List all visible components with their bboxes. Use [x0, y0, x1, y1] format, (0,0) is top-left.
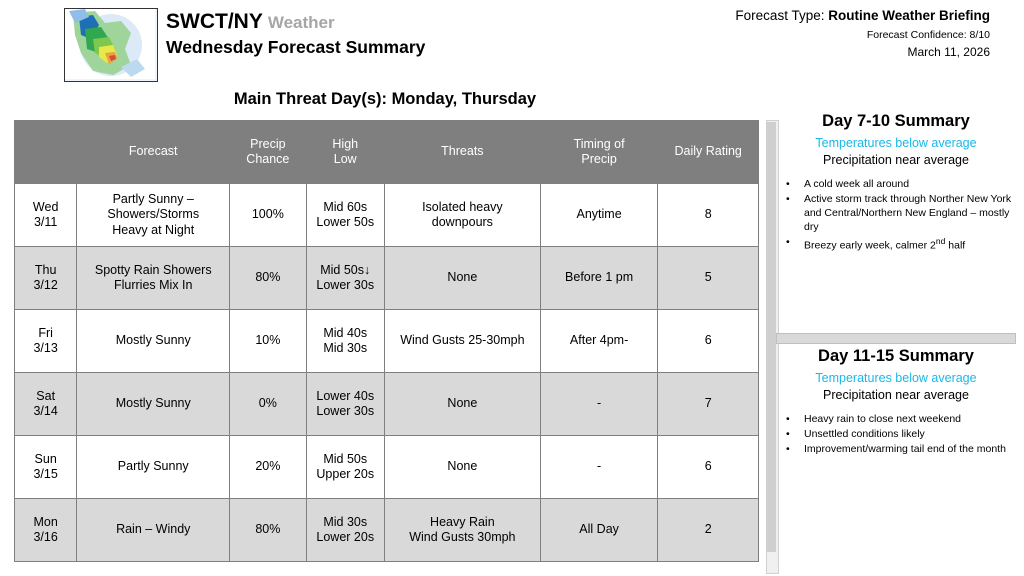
table-row: [15, 499, 759, 562]
forecast-line: Heavy at Night: [112, 222, 195, 237]
page-subtitle: Wednesday Forecast Summary: [166, 37, 426, 57]
cell-timing: -: [540, 373, 658, 436]
table-header-row: [15, 121, 759, 184]
cell-precip: 0%: [230, 373, 306, 436]
cell-day-name: Thu: [34, 262, 57, 277]
forecast-line: Rain – Windy: [116, 522, 191, 537]
cell-forecast: [77, 373, 230, 436]
forecast-line: Mostly Sunny: [115, 333, 191, 348]
cell-highlow: [306, 247, 384, 310]
cell-rating: 7: [658, 373, 759, 436]
cell-low: Upper 20s: [316, 467, 375, 481]
cell-day: [15, 184, 77, 247]
bullet-text-post: half: [945, 239, 966, 252]
col-header-timing-l2: Precip: [581, 152, 617, 166]
cell-highlow: [306, 373, 384, 436]
day-7-10-title: Day 7-10 Summary: [822, 112, 970, 130]
threat-line: Wind Gusts 30mph: [409, 530, 516, 544]
cell-rating: 8: [658, 184, 759, 247]
forecast-type-value: Routine Weather Briefing: [828, 8, 990, 23]
threat-line: None: [447, 270, 478, 285]
cell-highlow: [306, 310, 384, 373]
forecast-line: Spotty Rain Showers: [94, 262, 212, 277]
cell-threats: [384, 373, 540, 436]
cell-forecast: [77, 247, 230, 310]
day-7-10-panel: [776, 112, 1016, 254]
cell-high: Lower 40s: [316, 388, 375, 403]
forecast-line: Partly Sunny: [117, 459, 189, 474]
col-header-low: Low: [333, 152, 357, 166]
table-row: [15, 310, 759, 373]
threat-line: None: [447, 396, 478, 411]
col-header-precip-l1: Precip: [250, 136, 286, 151]
cell-high: Mid 60s: [323, 199, 368, 214]
day-7-10-temp-line: Temperatures below average: [815, 136, 977, 150]
threat-line: Isolated heavy: [422, 199, 503, 214]
vertical-scrollbar-thumb[interactable]: [767, 122, 776, 552]
bullet-text-sup: nd: [935, 235, 946, 246]
col-header-precip-l2: Chance: [246, 152, 290, 166]
cell-day-name: Sun: [34, 451, 57, 466]
forecast-confidence: Forecast Confidence: 8/10: [866, 29, 990, 41]
threat-line: None: [447, 459, 478, 474]
forecast-line: Partly Sunny –: [112, 192, 194, 207]
threat-line: Wind Gusts 25-30mph: [400, 333, 525, 348]
logo: [64, 8, 158, 82]
brand-main: SWCT/NY: [166, 10, 263, 33]
cell-day-name: Sat: [36, 388, 56, 403]
forecast-type-label: Forecast Type:: [735, 8, 825, 23]
cell-forecast: [77, 310, 230, 373]
cell-rating: 6: [658, 436, 759, 499]
cell-timing: -: [540, 436, 658, 499]
cell-precip: 10%: [230, 310, 306, 373]
table-row: [15, 373, 759, 436]
col-header-timing-l1: Timing of: [573, 136, 625, 151]
day-11-15-bullets: [776, 413, 1016, 457]
cell-day-name: Wed: [32, 199, 59, 214]
cell-forecast: [77, 436, 230, 499]
col-header-forecast: Forecast: [77, 121, 230, 184]
cell-precip: 80%: [230, 499, 306, 562]
list-item: • Heavy rain to close next weekend: [784, 413, 1016, 427]
list-item: [784, 236, 1016, 253]
col-header-high: High: [332, 136, 359, 151]
cell-threats: [384, 247, 540, 310]
day-11-15-panel: [776, 333, 1016, 458]
cell-timing: After 4pm-: [540, 310, 658, 373]
col-header-rating: Daily Rating: [658, 121, 759, 184]
forecast-table: [14, 120, 759, 562]
cell-day-date: 3/16: [33, 530, 58, 544]
cell-low: Mid 30s: [323, 341, 368, 355]
table-row: [15, 436, 759, 499]
cell-forecast: [77, 184, 230, 247]
forecast-line: Flurries Mix In: [113, 278, 193, 292]
page-header: [0, 0, 1024, 86]
col-header-threats: Threats: [384, 121, 540, 184]
cell-day-date: 3/14: [33, 404, 58, 418]
cell-highlow: [306, 436, 384, 499]
cell-day: [15, 247, 77, 310]
cell-low: Lower 50s: [316, 215, 375, 229]
threat-line: Heavy Rain: [430, 514, 495, 529]
forecast-date: March 11, 2026: [907, 45, 990, 59]
cell-day: [15, 310, 77, 373]
forecast-line: Mostly Sunny: [115, 396, 191, 411]
cell-day-date: 3/15: [33, 467, 58, 481]
cell-high: Mid 50s: [323, 451, 368, 466]
cell-low: Lower 30s: [316, 278, 375, 292]
cell-precip: 100%: [230, 184, 306, 247]
cell-threats: [384, 310, 540, 373]
list-item: • Unsettled conditions likely: [784, 428, 1016, 442]
bullet-text-pre: Breezy early week, calmer 2: [804, 239, 936, 252]
cell-high: Mid 40s: [323, 325, 368, 340]
brand-sub: Weather: [267, 13, 335, 32]
col-header-day: [15, 121, 77, 184]
cell-day-date: 3/13: [33, 341, 58, 355]
cell-precip: 80%: [230, 247, 306, 310]
cell-day: [15, 499, 77, 562]
cell-day-date: 3/11: [33, 215, 58, 229]
cell-rating: 6: [658, 310, 759, 373]
radar-map-icon: [65, 9, 155, 79]
table-row: [15, 184, 759, 247]
cell-day-name: Mon: [33, 514, 58, 529]
cell-timing: Before 1 pm: [540, 247, 658, 310]
cell-rating: 2: [658, 499, 759, 562]
col-header-timing: [540, 121, 658, 184]
list-item: • Active storm track through Norther New York and Central/Northern New England – mostly dry: [784, 193, 1016, 235]
main-threat-days: Main Threat Day(s): Monday, Thursday: [233, 90, 537, 108]
cell-high: Mid 50s↓: [320, 262, 371, 277]
brand-title: [166, 10, 335, 34]
cell-timing: Anytime: [540, 184, 658, 247]
cell-low: Lower 30s: [316, 404, 375, 418]
day-11-15-precip-line: Precipitation near average: [823, 387, 969, 402]
cell-day: [15, 373, 77, 436]
col-header-highlow: [306, 121, 384, 184]
cell-low: Lower 20s: [316, 530, 375, 544]
cell-day-date: 3/12: [33, 278, 58, 292]
cell-rating: 5: [658, 247, 759, 310]
cell-precip: 20%: [230, 436, 306, 499]
forecast-line: Showers/Storms: [107, 207, 200, 222]
day-7-10-bullets: [776, 178, 1016, 253]
col-header-precip: [230, 121, 306, 184]
cell-threats: [384, 499, 540, 562]
day-7-10-precip-line: Precipitation near average: [823, 152, 969, 167]
panel-divider-bar: [776, 333, 1016, 344]
cell-highlow: [306, 184, 384, 247]
cell-high: Mid 30s: [323, 514, 368, 529]
threat-line: downpours: [431, 215, 493, 229]
cell-threats: [384, 436, 540, 499]
day-11-15-title: Day 11-15 Summary: [818, 347, 974, 365]
cell-threats: [384, 184, 540, 247]
list-item: • A cold week all around: [784, 178, 1016, 192]
forecast-type: [735, 8, 990, 23]
cell-day-name: Fri: [38, 325, 53, 340]
list-item: • Improvement/warming tail end of the month: [784, 443, 1016, 457]
cell-highlow: [306, 499, 384, 562]
cell-forecast: [77, 499, 230, 562]
cell-timing: All Day: [540, 499, 658, 562]
table-row: [15, 247, 759, 310]
cell-day: [15, 436, 77, 499]
day-11-15-temp-line: Temperatures below average: [815, 371, 977, 385]
